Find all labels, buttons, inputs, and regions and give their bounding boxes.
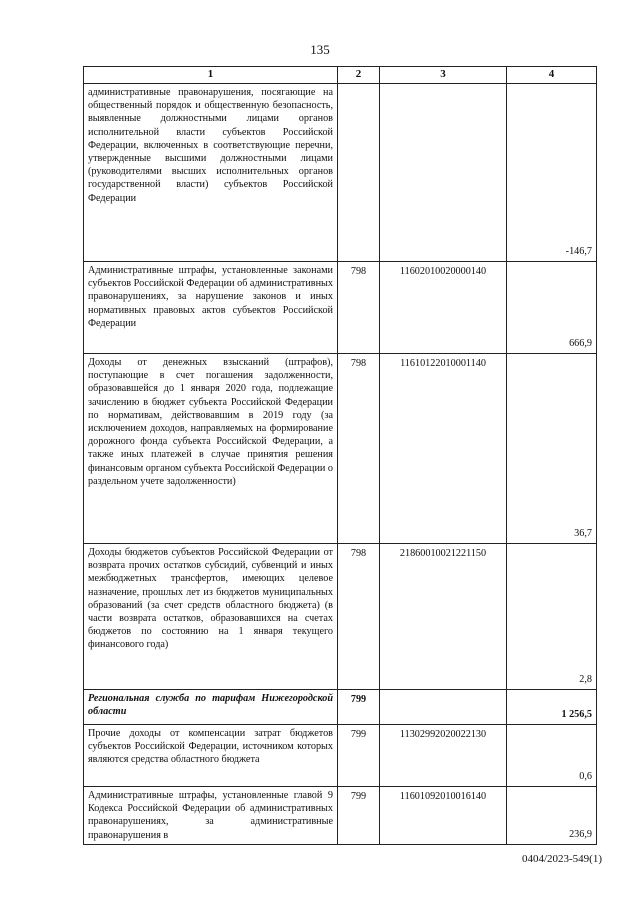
table-header-row: [84, 67, 597, 84]
row-description: Административные штрафы, установленные главой 9 Кодекса Российской Федерации об административных правонарушениях, за административные правонарушения в: [84, 787, 338, 845]
column-header: 1: [84, 67, 338, 84]
table-row: [84, 787, 597, 845]
row-description: Доходы бюджетов субъектов Российской Федерации от возврата прочих остатков субсидий, субвенций и иных межбюджетных трансфертов, имеющих целевое назначение, прошлых лет из бюджетов муниципальных образований (за счет средств областного бюджета) (в части возврата остатков, образовавшихся на счетах бюджетов по состоянию на 1 января текущего финансового года): [84, 544, 338, 690]
row-description: Прочие доходы от компенсации затрат бюджетов субъектов Российской Федерации, источником которых являются средства областного бюджета: [84, 725, 338, 787]
table-row: [84, 354, 597, 544]
row-admin-code: 798: [338, 544, 380, 690]
row-amount: 36,7: [507, 354, 597, 544]
row-admin-code: 798: [338, 262, 380, 354]
row-budget-code: 11302992020022130: [380, 725, 507, 787]
row-description: Региональная служба по тарифам Нижегородской области: [84, 690, 338, 725]
row-description: административные правонарушения, посягающие на общественный порядок и общественную безопасность, выявленные должностными лицами органов исполнительной власти субъектов Российской Федерации, включенных в соответствующие перечни, утвержденные высшими должностными лицами (руководителями высших исполнительных органов государственной власти) субъектов Российской Федерации: [84, 84, 338, 262]
row-budget-code: 11610122010001140: [380, 354, 507, 544]
row-budget-code: [380, 84, 507, 262]
table-row: [84, 262, 597, 354]
row-budget-code: 21860010021221150: [380, 544, 507, 690]
document-id: 0404/2023-549(1): [521, 853, 602, 865]
row-admin-code: 799: [338, 725, 380, 787]
row-amount: 1 256,5: [507, 690, 597, 725]
row-amount: -146,7: [507, 84, 597, 262]
row-admin-code: 798: [338, 354, 380, 544]
row-budget-code: 11601092010016140: [380, 787, 507, 845]
table-row: [84, 725, 597, 787]
page-number: 135: [310, 42, 330, 57]
row-admin-code: [338, 84, 380, 262]
row-amount: 666,9: [507, 262, 597, 354]
row-amount: 0,6: [507, 725, 597, 787]
row-description: Доходы от денежных взысканий (штрафов), поступающие в счет погашения задолженности, образовавшейся до 1 января 2020 года, подлежащие зачислению в бюджет субъекта Российской Федерации по нормативам, действовавшим в 2019 году (за исключением доходов, направляемых на формирование дорожного фонда субъекта Российской Федерации, а также иных платежей в случае принятия решения финансовым органом субъекта Российской Федерации о раздельном учете задолженности): [84, 354, 338, 544]
table-row: [84, 544, 597, 690]
row-amount: 2,8: [507, 544, 597, 690]
column-header: 3: [380, 67, 507, 84]
row-budget-code: 11602010020000140: [380, 262, 507, 354]
revenue-table: [83, 66, 597, 845]
column-header: 4: [507, 67, 597, 84]
table-row-section: [84, 690, 597, 725]
row-amount: 236,9: [507, 787, 597, 845]
row-admin-code: 799: [338, 690, 380, 725]
row-admin-code: 799: [338, 787, 380, 845]
table-row: [84, 84, 597, 262]
row-budget-code: [380, 690, 507, 725]
row-description: Административные штрафы, установленные законами субъектов Российской Федерации об административных правонарушениях, за нарушение законов и иных нормативных правовых актов субъектов Российской Федерации: [84, 262, 338, 354]
column-header: 2: [338, 67, 380, 84]
